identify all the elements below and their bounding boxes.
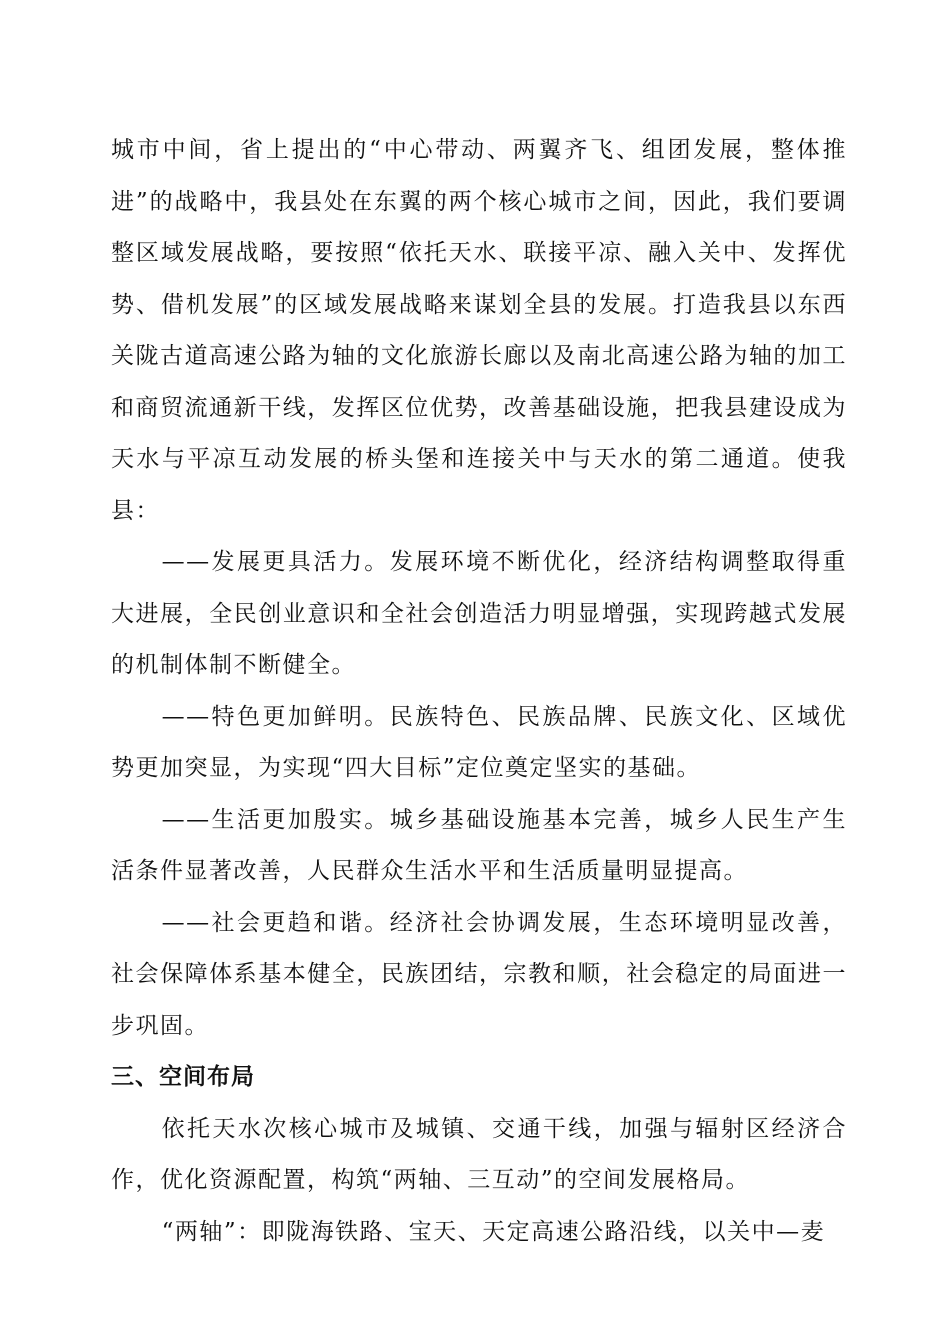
section-heading: 三、空间布局 [111,1064,255,1090]
document-body [111,125,847,1258]
paragraph-vitality: ——发展更具活力。发展环境不断优化，经济结构调整取得重大进展，全民创业意识和全社会创造活力明显增强，实现跨越式发展的机制体制不断健全。 [111,549,847,678]
paragraph-harmony: ——社会更趋和谐。经济社会协调发展，生态环境明显改善，社会保障体系基本健全，民族团结，宗教和顺，社会稳定的局面进一步巩固。 [111,909,847,1039]
paragraph-strategy: 城市中间，省上提出的“中心带动、两翼齐飞、组团发展，整体推进”的战略中，我县处在东翼的两个核心城市之间，因此，我们要调整区域发展战略，要按照“依托天水、联接平凉、融入关中、发挥优势、借机发展”的区域发展战略来谋划全县的发展。打造我县以东西关陇古道高速公路为轴的文化旅游长廊以及南北高速公路为轴的加工和商贸流通新干线，发挥区位优势，改善基础设施，把我县建设成为天水与平凉互动发展的桥头堡和连接关中与天水的第二通道。使我县： [111,137,847,524]
paragraph-living: ——生活更加殷实。城乡基础设施基本完善，城乡人民生产生活条件显著改善，人民群众生活水平和生活质量明显提高。 [111,806,847,884]
paragraph-two-axes: “两轴”：即陇海铁路、宝天、天定高速公路沿线，以关中—麦 [161,1218,826,1245]
paragraph-characteristics: ——特色更加鲜明。民族特色、民族品牌、民族文化、区域优势更加突显，为实现“四大目标”定位奠定坚实的基础。 [111,703,847,781]
paragraph-spatial-layout: 依托天水次核心城市及城镇、交通干线，加强与辐射区经济合作，优化资源配置，构筑“两轴、三互动”的空间发展格局。 [111,1115,847,1193]
